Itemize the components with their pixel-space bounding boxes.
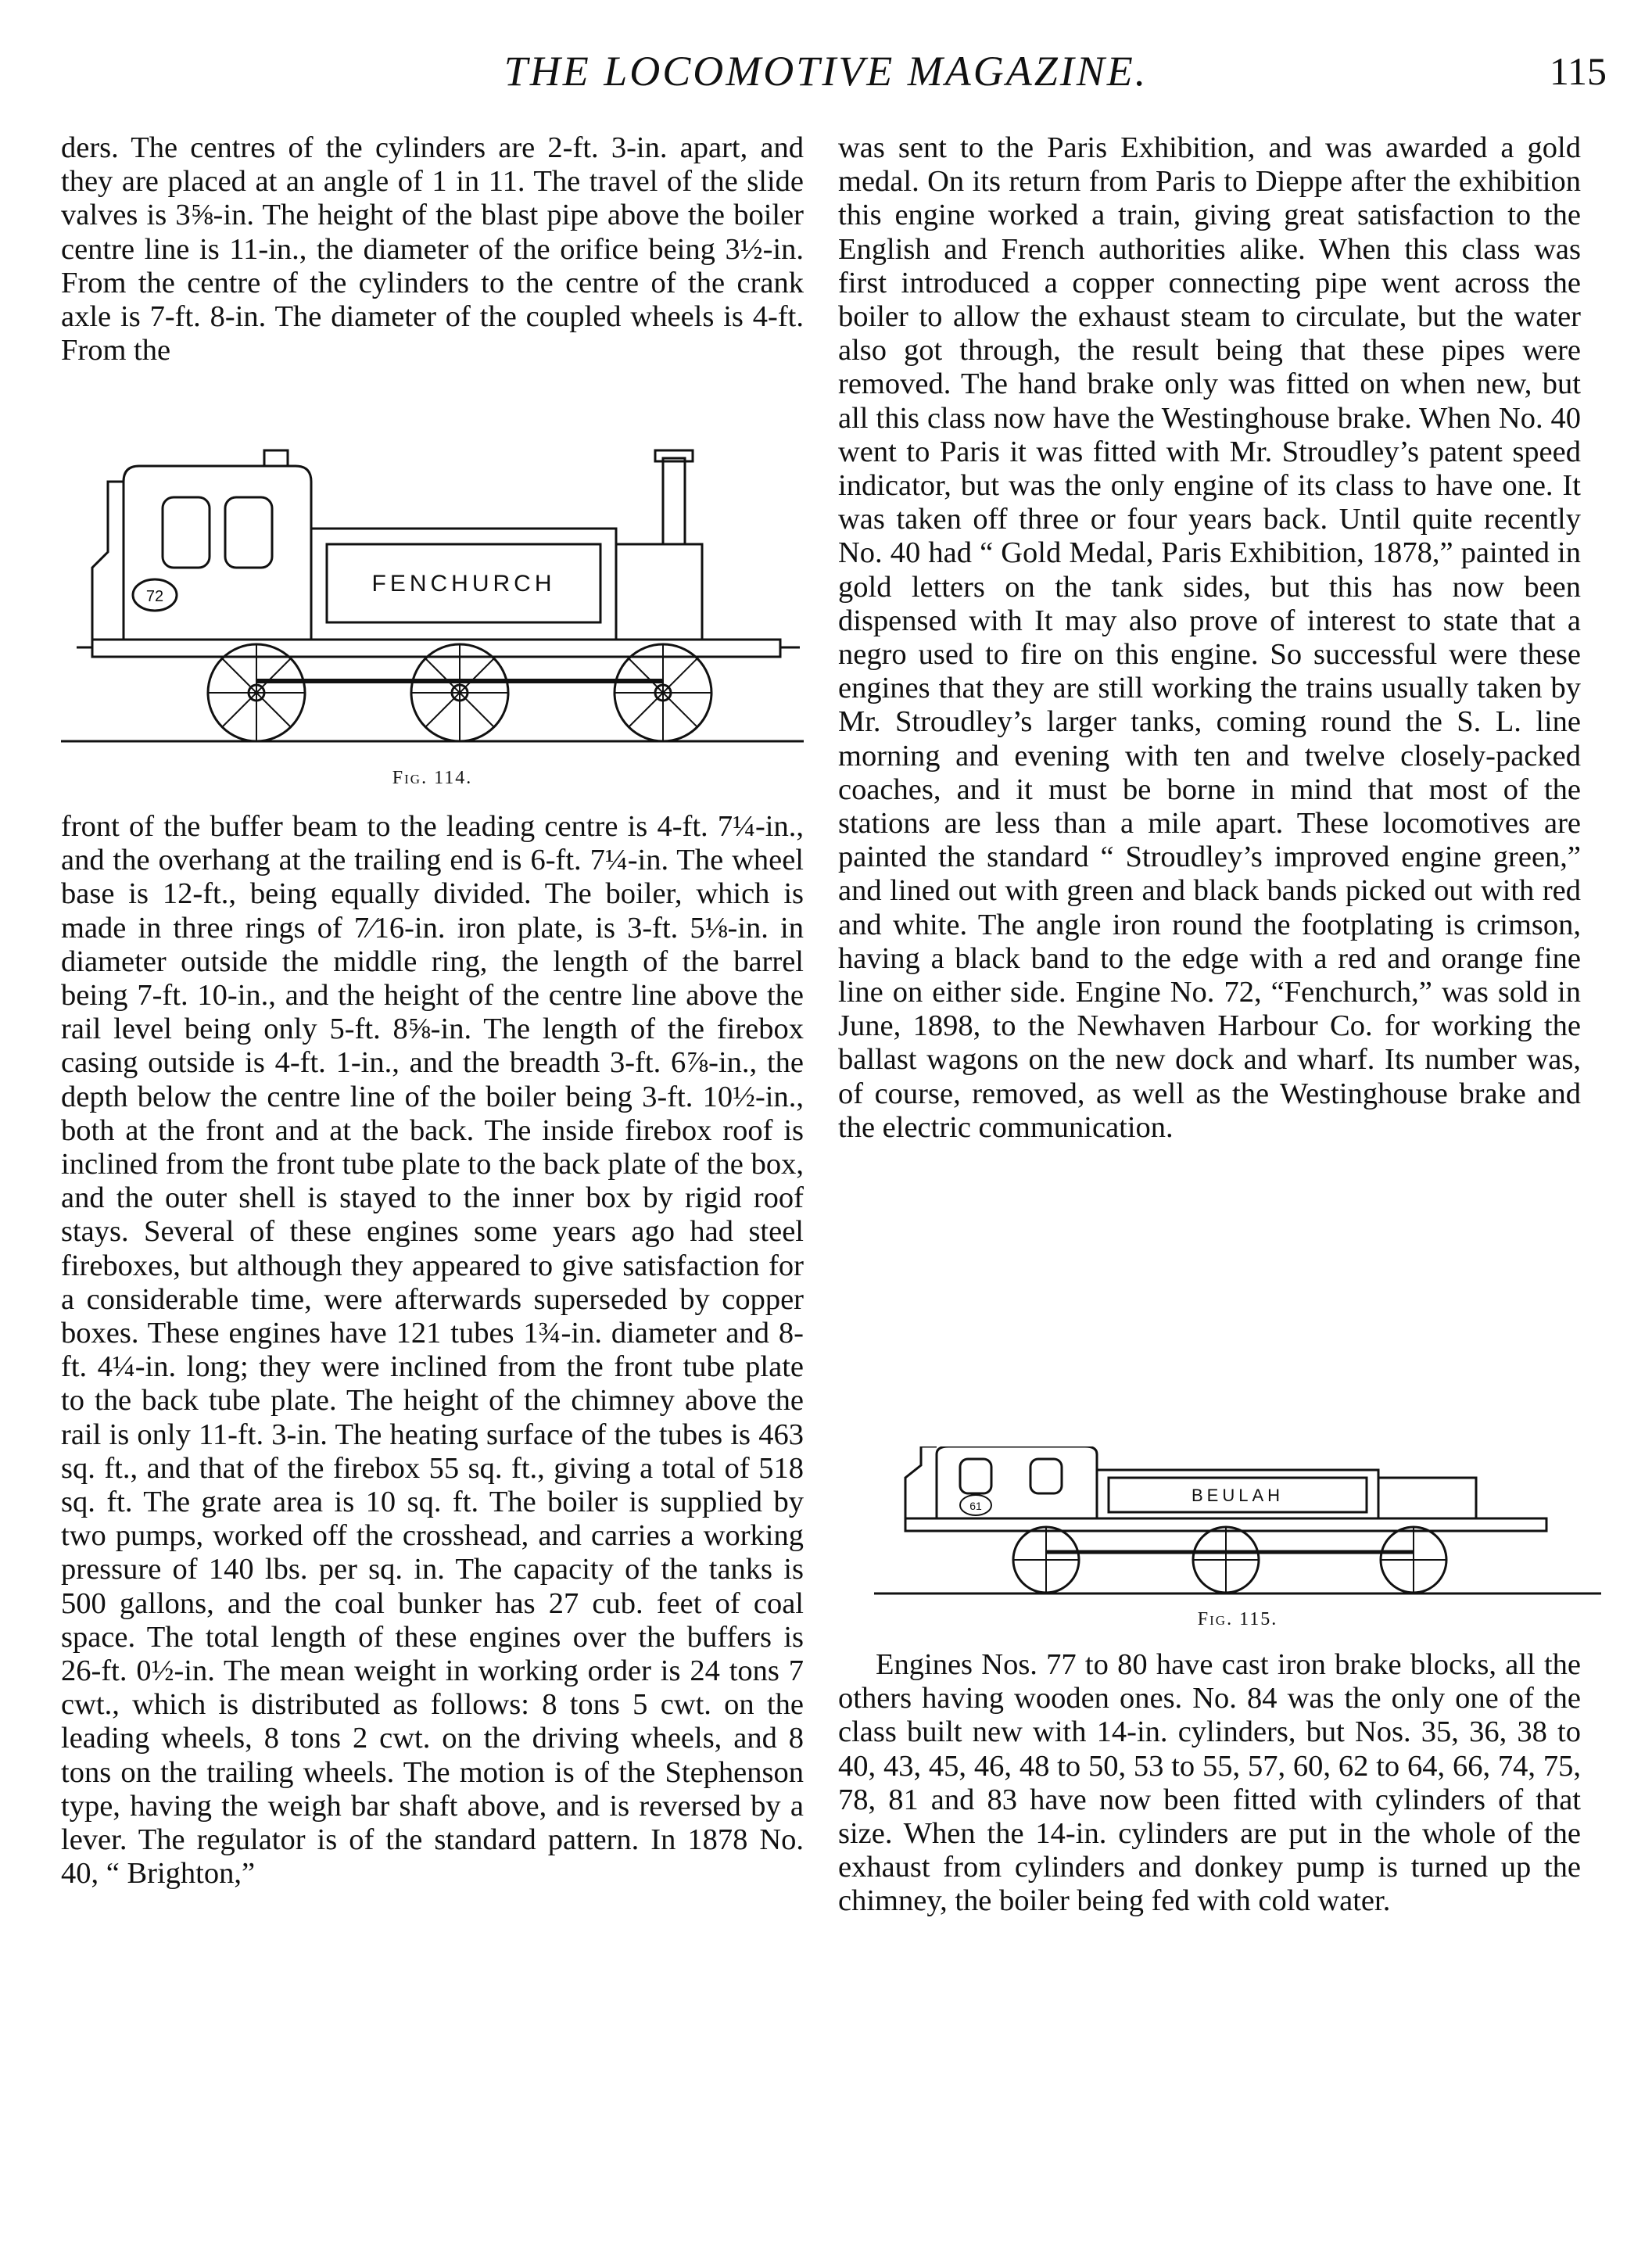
left-column-bottom — [61, 810, 804, 1891]
paragraph-continuation: ders. The centres of the cylinders are 2-ft. 3-in. apart, and they are placed at an angle of 1 in 11. The travel of the slide valves is 3⅝-in. The height of the blast pipe above the boiler centre line is 11-in., the diameter of the orifice being 3½-in. From the centre of the cylinders to the centre of the crank axle is 7-ft. 8-in. The diameter of the coupled wheels is 4-ft. From the — [61, 131, 804, 367]
number-plate-text: 61 — [969, 1500, 982, 1512]
figure-115-caption: Fig. 115. — [1197, 1609, 1278, 1629]
figure-114 — [61, 435, 804, 788]
running-title: THE LOCOMOTIVE MAGAZINE. — [503, 48, 1149, 95]
right-column-top — [838, 131, 1581, 1145]
right-column-bottom — [838, 1648, 1581, 1919]
nameplate-text: BEULAH — [1191, 1486, 1285, 1505]
nameplate-text: FENCHURCH — [371, 571, 556, 597]
paragraph-history: was sent to the Paris Exhibition, and was awarded a gold medal. On its return from Paris to Dieppe after the exhibition this engine worked a train, giving great satisfaction to the English and French authorities alike. When this class was first introduced a copper connecting pipe went across the boiler to allow the exhaust steam to circulate, but the water also got through, the result being that these pipes were removed. The hand brake only was fitted on when new, but all this class now have the Westinghouse brake. When No. 40 went to Paris it was fitted with Mr. Stroudley’s patent speed indicator, but was the only engine of its class to have one. It was taken off three or four years back. Until quite recently No. 40 had “ Gold Medal, Paris Exhibition, 1878,” painted in gold letters on the tank sides, but this has now been dispensed with It may also prove of interest to state that a negro used to fire on this engine. So successful were these engines that they are still working the trains usually taken by Mr. Stroudley’s larger tanks, coming round the S. L. line morning and evening with ten and twelve closely-packed coaches, and it must be borne in mind that most of the stations are less than a mile apart. These locomotives are painted the standard “ Stroudley’s improved engine green,” and lined out with green and black bands picked out with red and white. The angle iron round the footplating is crimson, having a black band to the edge with a red and orange fine line on either side. Engine No. 72, “Fenchurch,” was sold in June, 1898, to the Newhaven Harbour Co. for working the ballast wagons on the new dock and wharf. Its number was, of course, removed, as well as the Westinghouse brake and the electric communication. — [838, 131, 1581, 1144]
paragraph-dimensions: front of the buffer beam to the leading centre is 4-ft. 7¼-in., and the overhang at the trailing end is 6-ft. 7¼-in. The wheel base is 12-ft., being equally divided. The boiler, which is made in three rings of 7⁄16-in. iron plate, is 3-ft. 5⅛-in. in diameter outside the middle ring, the length of the barrel being 7-ft. 10-in., and the height of the centre line above the rail level being only 5-ft. 8⅝-in. The length of the firebox casing outside is 4-ft. 1-in., and the breadth 3-ft. 6⅞-in., the depth below the centre line of the boiler being 3-ft. 10½-in., both at the front and at the back. The inside firebox roof is inclined from the front tube plate to the back plate of the box, and the outer shell is stayed to the inner box by rigid roof stays. Several of these engines some years ago had steel fireboxes, but although they appeared to give satisfaction for a considerable time, were afterwards superseded by copper boxes. These engines have 121 tubes 1¾-in. diameter and 8-ft. 4¼-in. long; they were inclined from the front tube plate to the back tube plate. The height of the chimney above the rail is only 11-ft. 3-in. The heating surface of the tubes is 463 sq. ft., and that of the firebox 55 sq. ft., giving a total of 518 sq. ft. The grate area is 10 sq. ft. The boiler is supplied by two pumps, worked off the crosshead, and carries a working pressure of 140 lbs. per sq. in. The capacity of the tanks is 500 gallons, and the coal bunker has 27 cub. feet of coal space. The total length of these engines over the buffers is 26-ft. 0½-in. The mean weight in working order is 24 tons 7 cwt., which is distributed as follows: 8 tons 5 cwt. on the leading wheels, 8 tons 2 cwt. on the driving wheels, and 8 tons on the trailing wheels. The motion is of the Stephenson type, having the weigh bar shaft above, and is reversed by a lever. The regulator is of the standard pattern. In 1878 No. 40, “ Brighton,” — [61, 810, 804, 1891]
paragraph-brakes-cylinders: Engines Nos. 77 to 80 have cast iron brake blocks, all the others having wooden ones. No. 84 was the only one of the class built new with 14-in. cylinders, but Nos. 35, 36, 38 to 40, 43, 45, 46, 48 to 50, 53 to 55, 57, 60, 62 to 64, 66, 74, 75, 78, 81 and 83 have now been fitted with cylinders of that size. When the 14-in. cylinders are put in the whole of the exhaust from cylinders and donkey pump is turned up the chimney, the boiler being fed with cold water. — [838, 1648, 1581, 1918]
locomotive-beulah-drawing — [874, 1446, 1601, 1603]
left-column-top — [61, 131, 804, 367]
figure-115 — [874, 1446, 1601, 1603]
number-plate-text: 72 — [145, 588, 164, 605]
page-number: 115 — [1549, 49, 1607, 93]
figure-114-caption: Fig. 114. — [392, 768, 473, 788]
locomotive-fenchurch-drawing — [61, 435, 804, 763]
